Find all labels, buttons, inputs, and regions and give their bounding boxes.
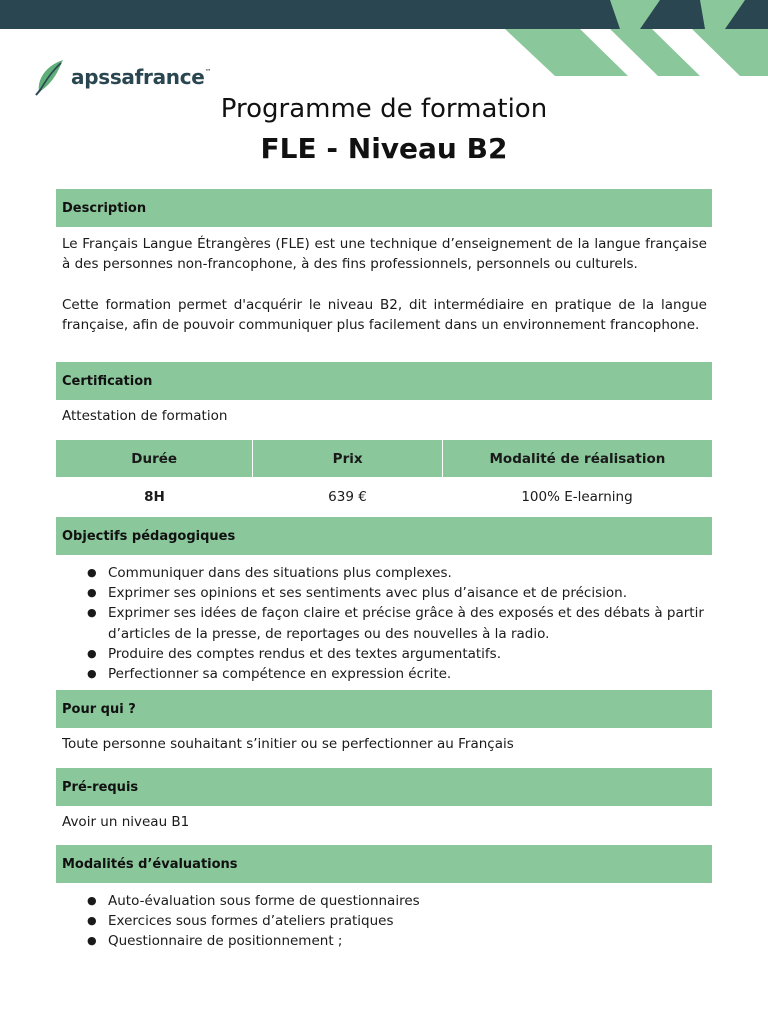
table-cell-prix: 639 € bbox=[328, 489, 367, 505]
list-item: ● Exprimer ses opinions et ses sentiments avec plus d’aisance et de précision. bbox=[108, 583, 708, 603]
prerequis-text: Avoir un niveau B1 bbox=[62, 814, 190, 830]
table-header-modalite: Modalité de réalisation bbox=[443, 440, 712, 477]
list-item: ● Auto-évaluation sous forme de questionnaires bbox=[108, 891, 708, 911]
table-header-duree: Durée bbox=[56, 440, 253, 477]
page-title: Programme de formation bbox=[220, 94, 548, 124]
objectifs-list bbox=[87, 563, 708, 684]
table-row bbox=[56, 477, 712, 517]
table-header-row bbox=[56, 440, 712, 477]
section-heading-objectifs: Objectifs pédagogiques bbox=[56, 517, 712, 555]
evaluations-list bbox=[87, 891, 708, 952]
list-item: ● Exercices sous formes d’ateliers pratiques bbox=[108, 911, 708, 931]
table-cell-modalite: 100% E-learning bbox=[521, 489, 633, 505]
bullet-icon: ● bbox=[87, 606, 97, 620]
brand-trademark: ™ bbox=[204, 68, 212, 76]
bullet-icon: ● bbox=[87, 646, 97, 660]
leaf-icon bbox=[33, 58, 67, 96]
bullet-icon: ● bbox=[87, 914, 97, 928]
table-header-prix: Prix bbox=[253, 440, 442, 477]
description-paragraph-1: Le Français Langue Étrangères (FLE) est une technique d’enseignement de la langue française à des personnes non-francophone, à des fins professionnels, personnels ou culturels. bbox=[62, 236, 707, 273]
page-subtitle: FLE - Niveau B2 bbox=[260, 132, 508, 165]
list-item: ● Questionnaire de positionnement ; bbox=[108, 931, 708, 951]
section-heading-certification: Certification bbox=[56, 362, 712, 400]
bullet-icon: ● bbox=[87, 566, 97, 579]
bullet-icon: ● bbox=[87, 894, 97, 907]
section-heading-description: Description bbox=[56, 189, 712, 227]
brand-logo bbox=[33, 58, 212, 96]
bullet-icon: ● bbox=[87, 667, 97, 681]
bullet-icon: ● bbox=[87, 934, 97, 948]
certification-text: Attestation de formation bbox=[62, 408, 228, 424]
section-heading-pour-qui: Pour qui ? bbox=[56, 690, 712, 728]
list-item: ● Perfectionner sa compétence en expression écrite. bbox=[108, 664, 708, 684]
info-table bbox=[56, 440, 712, 517]
list-item: ● Produire des comptes rendus et des textes argumentatifs. bbox=[108, 644, 708, 664]
list-item: ● Exprimer ses idées de façon claire et précise grâce à des exposés et des débats à partir d’articles de la presse, de reportages ou des nouvelles à la radio. bbox=[87, 605, 704, 642]
list-item: ● Communiquer dans des situations plus complexes. bbox=[108, 563, 708, 583]
table-cell-duree: 8H bbox=[144, 489, 165, 505]
description-paragraph-2: Cette formation permet d'acquérir le niveau B2, dit intermédiaire en pratique de la langue française, afin de pouvoir communiquer plus facilement dans un environnement francophone. bbox=[62, 297, 707, 334]
brand-name: apssafrance bbox=[71, 65, 205, 89]
section-heading-prerequis: Pré-requis bbox=[56, 768, 712, 806]
section-heading-evaluations: Modalités d’évaluations bbox=[56, 845, 712, 883]
pour-qui-text: Toute personne souhaitant s’initier ou se perfectionner au Français bbox=[62, 736, 514, 752]
bullet-icon: ● bbox=[87, 586, 97, 600]
